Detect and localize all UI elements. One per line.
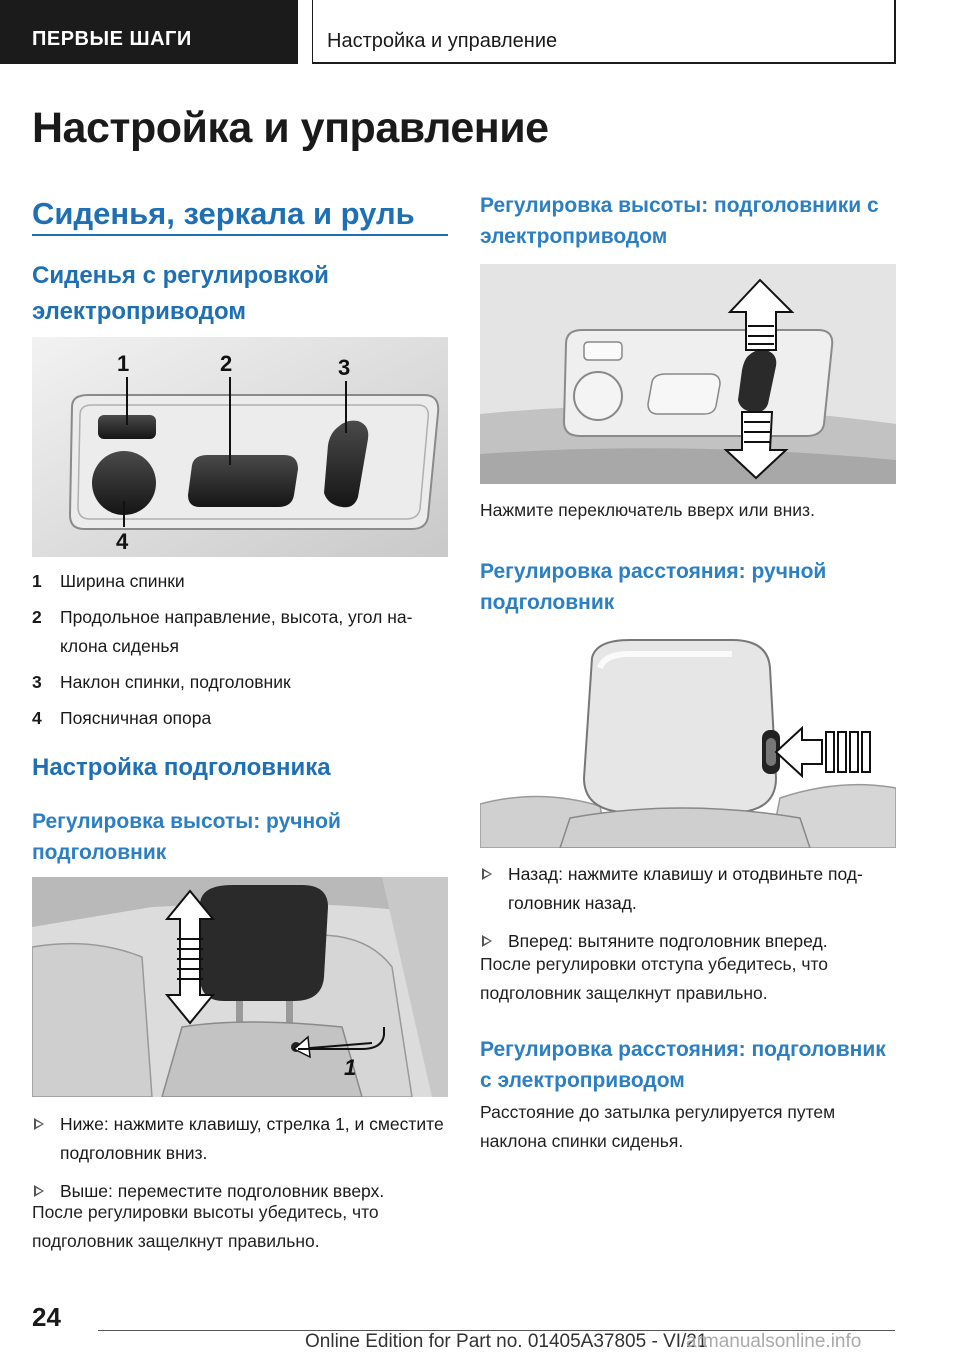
- headrest-distance-illustration: [480, 628, 896, 848]
- legend-item: 3 Наклон спинки, подголовник: [32, 672, 291, 692]
- list-item: Ниже: нажмите клавишу, стрелка 1, и сместите подголовник вниз.: [32, 1110, 448, 1168]
- seat-controls-legend: [32, 567, 448, 740]
- headrest: [584, 640, 776, 812]
- electric-seats-title: Сиденья с регулировкой электроприводом: [32, 262, 329, 325]
- legend-item: 4 Поясничная опора: [32, 708, 212, 728]
- electric-distance-title: Регулировка расстояния: подголовник с электроприводом: [480, 1038, 886, 1092]
- headrest-distance-figure: [480, 628, 896, 848]
- legend-item: 2 Продольное направление, высота, угол наклона сиденья: [32, 607, 413, 656]
- section-header: Настройка и управление: [312, 0, 896, 64]
- headrest-title: Настройка подголовника: [32, 754, 331, 781]
- chapter-tab: ПЕРВЫЕ ШАГИ: [0, 0, 298, 64]
- electric-height-text: Нажмите переключатель вверх или вниз.: [480, 500, 815, 520]
- manual-distance-note: После регулировки отступа убедитесь, что подголовник защелкнут правильно.: [480, 954, 828, 1003]
- section-rule: [32, 234, 448, 236]
- list-item: Назад: нажмите клавишу и отодвиньте подголовник назад.: [480, 860, 896, 918]
- legend-item: 1 Ширина спинки: [32, 571, 185, 591]
- seat-controls-figure: [32, 337, 448, 557]
- manual-height-title: Регулировка высоты: ручной подголовник: [32, 810, 341, 864]
- electric-switch-illustration: [480, 264, 896, 484]
- manual-height-note: После регулировки высоты убедитесь, что подголовник защелкнут правильно.: [32, 1202, 379, 1251]
- figure-label-3: 3: [338, 355, 351, 380]
- seat-adjust-switch: [188, 455, 298, 507]
- section-title: Сиденья, зеркала и руль: [32, 196, 415, 231]
- list-item: Выше: переместите подголовник вверх.: [32, 1177, 448, 1206]
- figure-label-4: 4: [116, 529, 129, 554]
- manual-headrest-illustration: [32, 877, 448, 1097]
- headrest: [200, 885, 328, 1001]
- footer-watermark: armanualsonline.info: [686, 1331, 862, 1352]
- figure-label-1: 1: [344, 1055, 357, 1080]
- manual-distance-title: Регулировка расстояния: ручной подголовник: [480, 560, 827, 614]
- figure-label-1: 1: [117, 351, 130, 376]
- page-title: Настройка и управление: [32, 104, 549, 152]
- footer-edition: Online Edition for Part no. 01405A37805 - VI/21: [305, 1331, 708, 1352]
- seat-controls-illustration: [32, 337, 448, 557]
- list-item: Вперед: вытяните подголовник вперед.: [480, 927, 896, 956]
- electric-switch-figure: [480, 264, 896, 484]
- electric-height-title: Регулировка высоты: подголовники с электроприводом: [480, 194, 879, 248]
- page-number: 24: [32, 1302, 61, 1332]
- electric-distance-text: Расстояние до затылка регулируется путем наклона спинки сиденья.: [480, 1102, 836, 1151]
- manual-headrest-figure: [32, 877, 448, 1097]
- figure-label-2: 2: [220, 351, 233, 376]
